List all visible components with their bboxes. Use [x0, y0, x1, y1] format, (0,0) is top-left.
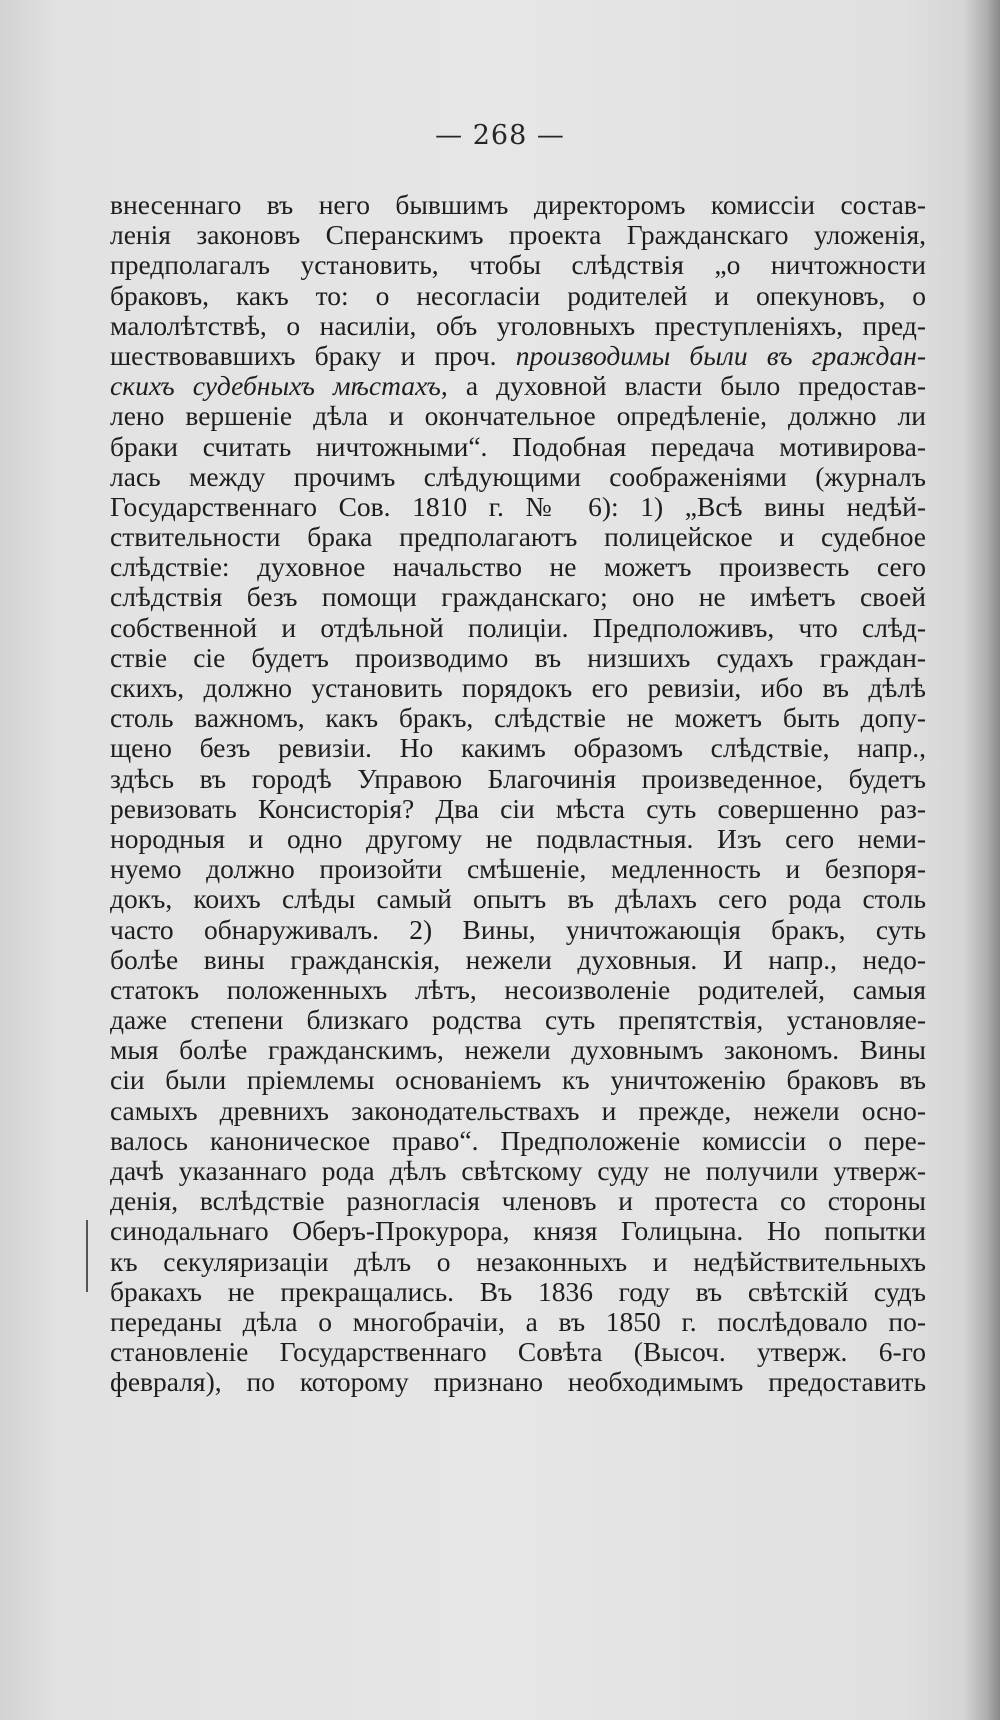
text-segment: шествовавшихъ браку и проч. — [110, 340, 516, 371]
text-line — [110, 854, 926, 884]
text-segment: къ секуляризаціи дѣлъ о незаконныхъ и недѣйствительныхъ — [110, 1246, 926, 1277]
text-segment: валось каноническое право“. Предположеніе комиссіи о пере- — [110, 1125, 926, 1156]
text-line — [110, 1337, 926, 1367]
text-segment: лено вершеніе дѣла и окончательное опредѣленіе, должно ли — [110, 401, 926, 432]
page-number: — 268 — — [435, 120, 565, 151]
text-segment: предполагалъ установить, чтобы слѣдствія „о ничтожности — [110, 250, 926, 281]
text-segment: переданы дѣла о многобрачіи, а въ 1850 г. послѣдовало по- — [110, 1306, 926, 1337]
text-segment: ствительности брака предполагаютъ полицейское и судебное — [110, 522, 926, 553]
text-line — [110, 1277, 926, 1307]
text-segment: а духовной власти было предостав- — [447, 371, 926, 402]
text-segment: скихъ, должно установить порядокъ его ревизіи, ибо въ дѣлѣ — [110, 673, 926, 703]
text-segment: февраля), по которому признано необходимымъ предоставить — [110, 1367, 926, 1398]
text-line — [110, 432, 926, 462]
text-segment: ревизовать Консисторія? Два сіи мѣста суть совершенно раз- — [110, 793, 926, 824]
text-line — [110, 643, 926, 673]
text-segment: даже степени близкаго родства суть препятствія, установляе- — [110, 1005, 926, 1036]
text-line — [110, 190, 926, 220]
text-segment: здѣсь въ городѣ Управою Благочинія произведенное, будетъ — [110, 763, 926, 794]
text-segment: нуемо должно произойти смѣшеніе, медленность и безпоря- — [110, 854, 926, 885]
text-segment: ленія законовъ Сперанскимъ проекта Гражданскаго уложенія, — [110, 220, 926, 251]
page-edge-shadow — [964, 0, 1000, 1720]
text-segment: докъ, коихъ слѣды самый опытъ въ дѣлахъ сего рода столь — [110, 884, 926, 915]
text-line — [110, 582, 926, 612]
text-line — [110, 824, 926, 854]
text-line — [110, 673, 926, 703]
text-line — [110, 1156, 926, 1186]
text-line — [110, 794, 926, 824]
body-text — [110, 190, 926, 1398]
text-segment: столь важномъ, какъ бракъ, слѣдствіе не можетъ быть допу- — [110, 703, 926, 734]
italic-text-segment: производимы были въ граждан- — [515, 340, 926, 371]
text-line — [110, 1367, 926, 1397]
text-line — [110, 552, 926, 582]
text-segment: денія, вслѣдствіе разногласія членовъ и протеста со стороны — [110, 1186, 926, 1217]
text-line — [110, 341, 926, 371]
text-line — [110, 733, 926, 763]
text-line — [110, 764, 926, 794]
text-segment: сіи были пріемлемы основаніемъ къ уничтоженію браковъ въ — [110, 1065, 926, 1096]
text-line — [110, 371, 926, 401]
text-segment: самыхъ древнихъ законодательствахъ и прежде, нежели осно- — [110, 1095, 926, 1126]
text-segment: ствіе сіе будетъ производимо въ низшихъ судахъ граждан- — [110, 642, 926, 673]
text-segment: болѣе вины гражданскія, нежели духовныя. И напр., недо- — [110, 944, 926, 975]
text-segment: щено безъ ревизіи. Но какимъ образомъ слѣдствіе, напр., — [110, 733, 926, 764]
text-line — [110, 915, 926, 945]
text-segment: Государственнаго Сов. 1810 г. № 6): 1) „Всѣ вины недѣй- — [110, 491, 926, 522]
text-segment: собственной и отдѣльной полиціи. Предположивъ, что слѣд- — [110, 612, 926, 643]
text-line — [110, 884, 926, 914]
text-segment: внесеннаго въ него бывшимъ директоромъ комиссіи состав- — [110, 190, 926, 220]
text-line — [110, 492, 926, 522]
text-segment: статокъ положенныхъ лѣтъ, несоизволеніе родителей, самыя — [110, 974, 926, 1005]
text-line — [110, 1005, 926, 1035]
text-line — [110, 975, 926, 1005]
text-segment: становленіе Государственнаго Совѣта (Высоч. утверж. 6-го — [110, 1337, 926, 1368]
text-segment: браковъ, какъ то: о несогласіи родителей и опекуновъ, о — [110, 280, 926, 311]
text-segment: мыя болѣе гражданскимъ, нежели духовнымъ закономъ. Вины — [110, 1035, 926, 1066]
text-line — [110, 522, 926, 552]
text-line — [110, 1216, 926, 1246]
text-segment: слѣдствіе: духовное начальство не можетъ произвесть сего — [110, 552, 926, 583]
text-segment: браки считать ничтожными“. Подобная передача мотивирова- — [110, 431, 926, 462]
text-segment: малолѣтствѣ, о насиліи, объ уголовныхъ преступленіяхъ, пред- — [110, 310, 926, 341]
text-line — [110, 220, 926, 250]
text-segment: нородныя и одно другому не подвластныя. Изъ сего неми- — [110, 823, 926, 854]
text-line — [110, 613, 926, 643]
text-line — [110, 703, 926, 733]
italic-text-segment: скихъ судебныхъ мѣстахъ, — [110, 371, 448, 402]
text-segment: синодальнаго Оберъ-Прокурора, князя Голицына. Но попытки — [110, 1216, 926, 1247]
text-line — [110, 401, 926, 431]
text-line — [110, 1035, 926, 1065]
text-line — [110, 250, 926, 280]
text-line — [110, 945, 926, 975]
text-segment: слѣдствія безъ помощи гражданскаго; оно не имѣетъ своей — [110, 582, 926, 613]
text-segment: лась между прочимъ слѣдующими соображеніями (журналъ — [110, 461, 926, 492]
text-line — [110, 1307, 926, 1337]
text-line — [110, 1247, 926, 1277]
text-line — [110, 462, 926, 492]
text-segment: бракахъ не прекращались. Въ 1836 году въ свѣтскій судъ — [110, 1276, 926, 1307]
text-segment: часто обнаруживалъ. 2) Вины, уничтожающія бракъ, суть — [110, 914, 926, 945]
text-line — [110, 1186, 926, 1216]
margin-mark — [86, 1220, 88, 1292]
text-segment: дачѣ указаннаго рода дѣлъ свѣтскому суду не получили утверж- — [110, 1156, 926, 1186]
text-line — [110, 281, 926, 311]
text-line — [110, 1065, 926, 1095]
text-line — [110, 311, 926, 341]
text-line — [110, 1126, 926, 1156]
text-line — [110, 1096, 926, 1126]
